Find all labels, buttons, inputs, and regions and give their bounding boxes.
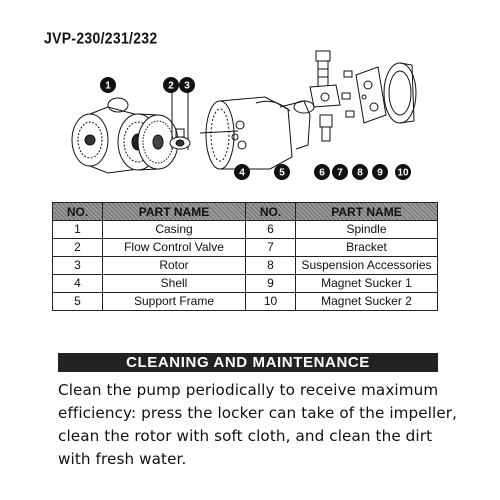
callout-5	[274, 164, 290, 180]
shell-part	[200, 97, 292, 169]
part-number-cell: 4	[53, 275, 103, 293]
parts-table	[52, 202, 438, 311]
callout-1	[100, 77, 116, 93]
callout-number: 10	[397, 167, 409, 179]
table-row	[53, 257, 438, 275]
part-name-cell: Spindle	[296, 221, 438, 239]
maintenance-title: CLEANING AND MAINTENANCE	[58, 353, 438, 372]
callout-4	[234, 164, 250, 180]
part-name-cell: Shell	[103, 275, 246, 293]
callout-number: 5	[279, 167, 285, 179]
part-number-cell: 1	[53, 221, 103, 239]
part-name-cell: Support Frame	[103, 293, 246, 311]
part-number-cell: 5	[53, 293, 103, 311]
callout-number: 4	[239, 167, 245, 179]
magnet-sucker-2-part	[384, 63, 416, 123]
spindle-bracket-parts	[310, 51, 340, 141]
callout-number: 9	[377, 167, 383, 179]
parts-table-header	[53, 203, 438, 221]
header-no-right: NO.	[246, 203, 296, 221]
table-row	[53, 239, 438, 257]
maintenance-line: clean the rotor with soft cloth, and clean the dirt	[58, 427, 433, 445]
part-name-cell: Magnet Sucker 2	[296, 293, 438, 311]
callout-number: 2	[168, 80, 174, 92]
callout-9	[372, 164, 388, 180]
part-name-cell: Suspension Accessories	[296, 257, 438, 275]
part-number-cell: 6	[246, 221, 296, 239]
maintenance-text	[58, 379, 458, 471]
model-title: JVP-230/231/232	[44, 28, 158, 48]
callout-7	[332, 164, 348, 180]
callout-8	[352, 164, 368, 180]
part-name-cell: Magnet Sucker 1	[296, 275, 438, 293]
table-row	[53, 293, 438, 311]
callout-10	[395, 164, 411, 180]
callout-6	[314, 164, 330, 180]
callout-number: 8	[357, 167, 363, 179]
callout-number: 7	[337, 167, 343, 179]
exploded-pump-diagram	[60, 45, 460, 195]
header-name-left: PART NAME	[103, 203, 246, 221]
part-number-cell: 2	[53, 239, 103, 257]
part-name-cell: Casing	[103, 221, 246, 239]
part-number-cell: 9	[246, 275, 296, 293]
callout-number: 3	[184, 80, 190, 92]
part-number-cell: 7	[246, 239, 296, 257]
table-row	[53, 275, 438, 293]
magnet-sucker-1-part	[356, 67, 386, 123]
casing-part	[72, 98, 178, 173]
support-frame-part	[280, 101, 314, 149]
part-name-cell: Rotor	[103, 257, 246, 275]
part-number-cell: 3	[53, 257, 103, 275]
maintenance-line: with fresh water.	[58, 450, 187, 468]
suspension-accessories-part	[342, 71, 354, 117]
part-number-cell: 10	[246, 293, 296, 311]
rotor-valve-parts	[170, 89, 190, 150]
part-number-cell: 8	[246, 257, 296, 275]
maintenance-line: Clean the pump periodically to receive maximum	[58, 381, 439, 399]
callout-number: 6	[319, 167, 325, 179]
callout-3	[179, 77, 195, 93]
table-row	[53, 221, 438, 239]
maintenance-line: efficiency: press the locker can take of the impeller,	[58, 404, 458, 422]
header-no-left: NO.	[53, 203, 103, 221]
part-name-cell: Flow Control Valve	[103, 239, 246, 257]
part-name-cell: Bracket	[296, 239, 438, 257]
header-name-right: PART NAME	[296, 203, 438, 221]
callout-number: 1	[105, 80, 111, 92]
callout-2	[163, 77, 179, 93]
